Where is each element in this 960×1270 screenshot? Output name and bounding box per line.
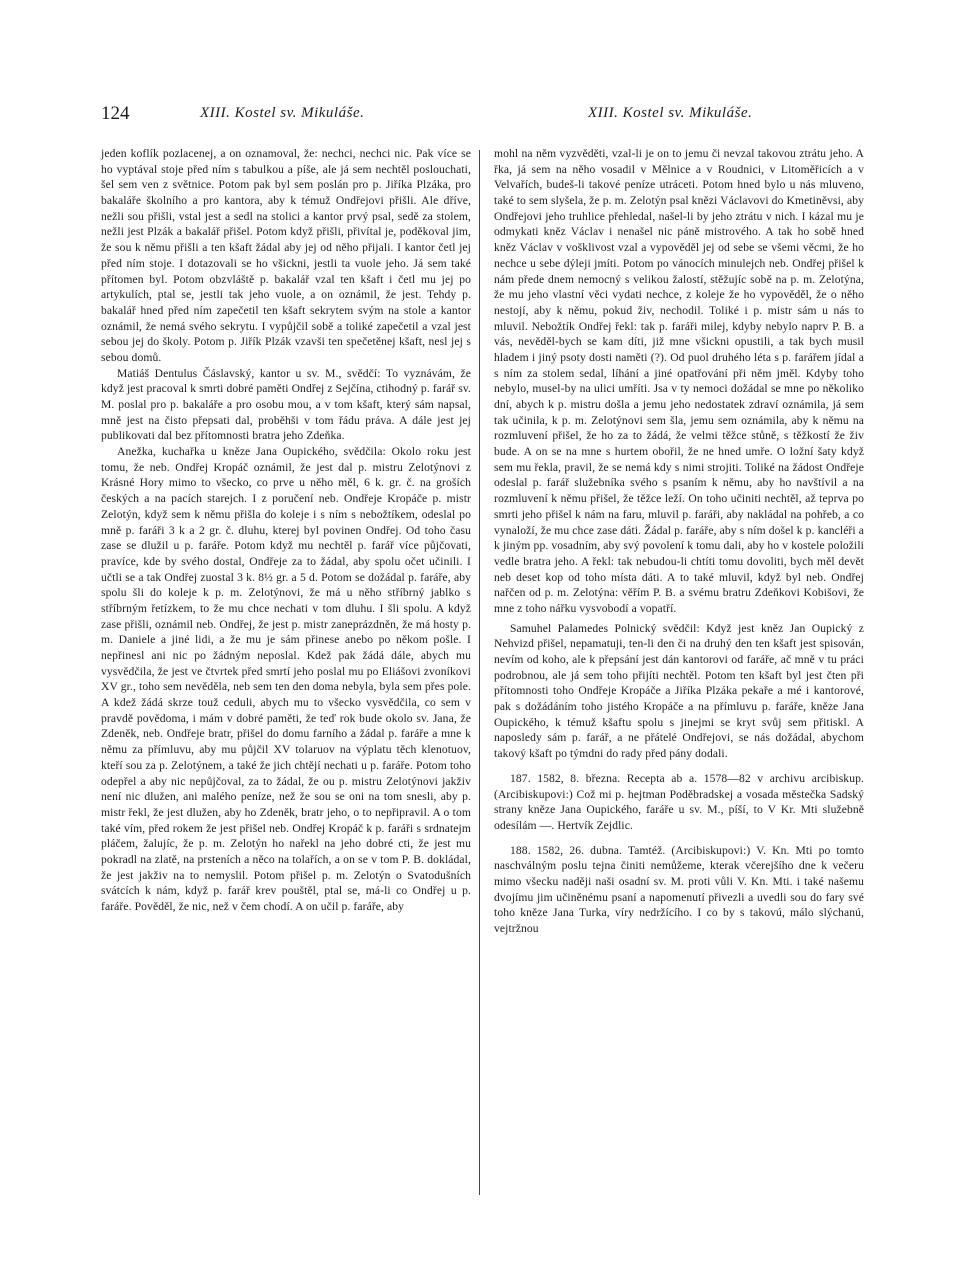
entry-188: 188. 1582, 26. dubna. Tamtéž. (Arcibiskupovi:) V. Kn. Mti po tomto naschválným poslu tejna činiti nemůžeme, kterak včerejšího dne k večeru mimo všecku naději naši osadní sv. M. proti vůli V. Kn. Mti. i také našemu dvojímu jim učiněnému psaní a napomenutí přivezli a uvedli sou do fary své toho kněze Jana Turka, víry nedržícího. I co by s takovú, málo slýchanú, vejtržnou — [494, 843, 864, 935]
paragraph: mohl na něm vyzvěděti, vzal-li je on to jemu či nevzal takovou ztrátu jeho. A řka, já sem na něho vosadil v Mělnice a v Roudnici, v Litoměřicích a v Velvařích, budeš-li takové peníze utráceti. Potom hned bylo u nás mluveno, také to sem slyšela, že p. m. Zelotýn psal knězi Václavovi do Kmetiněvsi, aby Ondřejovi jeho truhlice přehledal, našel-li by jeho ztrátu v nich. I kázal mu je odmykati kněz Václav i nenašel nic páně mistrového. A tak ho sobě hned kněz Václav v vošklivost vzal a vypověděl jej od sebe se všemi věcmi, že ho nechce u sebe dýleji jmíti. Potom po vánocích minulejch neb. Ondřej přišel k nám přede dnem nemocný s velikou žalostí, stěžujíc sobě na p. m. Zelotýna, že mu jeho vlastní věci vydati nechce, z koleje že ho vypověděl, že o něho nestojí, aby k němu, pokud živ, nechodil. Toliké i p. mistr sám u nás to mluvil. Nebožtík Ondřej řekl: tak p. faráři milej, kdyby nebylo naprv P. B. a vás, nevěděl-bych se kam díti, již mne všickni opustili, a tak bych musil hladem i jiný psoty dosti naměti (?). Od puol druhého léta s p. farářem jídal a s ním za stolem sedal, líhání a jiné opatřování při něm jměl. Kdyby toho nebylo, musel-by na ulici umříti. Jsa v ty nemoci dožádal se mne po několiko dní, abych k p. mistru došla a jemu jeho nedostatek zdraví oznámila, já sem tak učinila, k p. m. Zelotýnovi sem šla, jemu sem oznámila, aby k němu na rozmluvení přišel, že ho za to žádá, že velmi těžce stůně, s těžkostí že živ bude. A on se na mne s hurtem obořil, že ne hned umře. O ložní šaty když sem mu řekla, pravil, že se nemá kdy s nimi strojiti. Toliké na žádost Ondřeje odeslal p. farář služebníka svého s psaním k němu, aby ho navštívil a na rozmluvení k němu přišel, že těžce leží. On toho učiniti nechtěl, až teprva po smrti jeho přišel k nám na faru, mluvil p. faráři, aby nakládal na pohřeb, a co vynaloží, že mu chce zase dáti. Žádal p. faráře, aby s ním došel k p. kancléři a k jiným pp. vosadním, aby svý povolení k tomu dali, aby ho v kostele položili vedle bratra jeho. A řekl: tak nebudou-li chtíti tomu dovoliti, bych měl devět neb deset kop od toho místa dáti. A to také mluvil, když byl neb. Ondřej nařčen od p. m. Zelotýna: věřím P. B. a svému bratru Zdeňkovi Kobišovi, že mne z toho nářku vysvobodí a vopatří. — [494, 147, 864, 615]
right-column — [494, 146, 864, 937]
entry-187: 187. 1582, 8. března. Recepta ab a. 1578—82 v archivu arcibiskup. (Arcibiskupovi:) Což mi p. hejtman Poděbradskej a vosada městečka Sadský strany kněze Jana Oupického, faráře u sv. M., píší, to V Kr. Mti služebně odesílám —. Hertvík Zejdlic. — [494, 771, 864, 832]
paragraph: jeden koflík pozlacenej, a on oznamoval, že: nechci, nechci nic. Pak více se ho vyptával stoje před ním s tabulkou a píše, ale já sem nechtěl poslouchati, šel sem ven z světnice. Potom pak byl sem poslán pro p. Jiříka Plzáka, pro bakaláře školního a pro kantora, aby k témuž Ondřejovi přišli. Ale dříve, nežli sou přišli, vstal jest a sedl na stolici a kantor prvý psal, sedě za stolem, nežli jest Plzák a bakalář přišel. Potom když přišli, přivítal je, poděkoval jim, že sou k němu přišli a ten kšaft žádal aby jej od něho přijali. I kantor četl jej před ním stoje. I dotazovali se ho všickni, jestli ta vuole jeho. Já sem také přítomen byl. Potom obzvláště p. bakalář vzal ten kšaft i četl mu jej po artykulích, ptal se, jestli tak jeho vuole, a on oznámil, že jest. Tehdy p. bakalář hned před ním zapečetil ten kšaft sekrytem svým na stole a kantor oznámil, že nemá svého sekrytu. I vypůjčil sobě a toliké zapečetil a vzal jest sebou jej do školy. Potom p. Jiřík Plzák vzavši ten spečetěnej kšaft, nesl jej s sebou domů. — [101, 147, 471, 364]
paragraph: Anežka, kuchařka u kněze Jana Oupického, svědčila: Okolo roku jest tomu, že neb. Ondřej Kropáč oznámil, že jest dal p. mistru Zelotýnovi z Krásné Hory mimo to všecko, co prve u něho měl, 6 k. gr. č. na groších českých a na pacích starejch. I z poručení neb. Ondřeje Kropáče p. mistr Zelotýn, když sem k němu přišla do koleje i s ním s nebožtíkem, odeslal po mně p. faráři 3 k a 2 gr. č. dluhu, kterej byl povinen Ondřej. Od toho času zase se dlužil u p. faráře. Potom když mu nechtěl p. farář více půjčovati, pravíce, kde by svého dostal, Ondřeje za to žádal, aby spolu očet učinili. I učtli se a tak Ondřej zuostal 3 k. 8½ gr. a 5 d. Potom se dožádal p. faráře, aby spolu šli do koleje k p. m. Zelotýnovi, že má u něho stříbrný jablko s stříbrným řetízkem, to že mu chce nechati v tom dluhu. I šli spolu. A když zase přišli, oznámil neb. Ondřej, že jest p. mistr zaneprázdněn, že má hosty p. m. Daniele a jiné lidi, a že mu je sám přinese anebo po někom pošle. I nepřinesl ani nic po žádným neposlal. Kdež pak žádá dále, abych mu vysvědčila, že jest ve čtvrtek před smrtí jeho poslal mu po Eliášovi zvoníkovi XV gr., toho sem nevěděla, neb sem ten den doma nebyla, byla sem přes pole. A kdež žádá skrze touž ceduli, abych mu to všecko vysvědčila, co sem v pravdě povědoma, i mám v dobré paměti, že teď rok bude okolo sv. Jana, že Zdeněk, neb. Ondřeje bratr, přišel do domu farního a žádal p. faráře a mne k němu za přímluvu, aby mu půjčil XV tolaruov na výplatu těch klenotuov, kteří sou za p. Zelotýnem, a také že jich chtějí nechati u p. faráře. Potom toho odepřel a aby nic nepůjčoval, za to žádal, že ou p. mistru Zelotýnovi jakživ není nic dlužen, ani malého peníze, než že sou se oni na tom snesli, aby p. mistr řekl, že jest dlužen, aby ho Zdeněk, bratr jeho, o to nepřipravil. A o tom také vím, před rokem že jest přišel neb. Ondřej Kropáč k p. faráři s srdnatejm pláčem, žalujíc, že p. m. Zelotýn ho nařekl na jeho dobré cti, že jest mu pokradl na zlatě, na prsteních a něco na tolařích, a on se v tom P. B. dokládal, že jest jakživ na to nemyslil. Potom přišel p. m. Zelotýn o Svatodušních svátcích k nám, když p. farář krev pouštěl, ptal se, má-li co Ondřej u p. faráře. Pověděl, že nic, než v čem chodí. A on učil p. faráře, aby — [101, 445, 471, 913]
running-title-right: XIII. Kostel sv. Mikuláše. — [588, 105, 753, 121]
left-column — [101, 146, 471, 915]
column-divider — [479, 150, 480, 1195]
page-number: 124 — [101, 103, 130, 124]
paragraph: Matiáš Dentulus Čáslavský, kantor u sv. M., svědčí: To vyznávám, že když jest pracoval k smrti dobré paměti Ondřej z Sejčína, ctihodný p. farář sv. M. poslal pro p. bakaláře a pro osobu mou, a v tom kšaft, který sám napsal, mně jest na čisto přepsati dal, proběhši v tom řádu práva. A dále jest jej publikovati dal bez přítomnosti bratra jeho Zdeňka. — [101, 366, 471, 443]
paragraph: Samuhel Palamedes Polnický svědčil: Když jest kněz Jan Oupický z Nehvizd přišel, nepamatuji, ten-li den či na druhý den ten kšaft jest spisován, nevím od koho, ale k přepsání jest dán kantorovi od faráře, ač mně v tu práci podrobnou, ale já sem toho přijíti nechtěl. Potom ten kšaft byl jest čten při přítomnosti toho Ondřeje Kropáče a Jiříka Plzáka pekaře a mé i kantorové, pak s dožádáním toho jistého Kropáče a na přímluvu p. faráře, kněze Jana Oupického, k témuž kšaftu spolu s jinejmi se kryt svůj sem přitiskl. A naposledy sám p. farář, a ne přátelé Ondřejovi, se nás dožádal, abychom takový kšaft po týmdni do rady před pány dodali. — [494, 621, 864, 761]
running-title-left: XIII. Kostel sv. Mikuláše. — [200, 105, 365, 121]
running-header — [0, 103, 960, 127]
